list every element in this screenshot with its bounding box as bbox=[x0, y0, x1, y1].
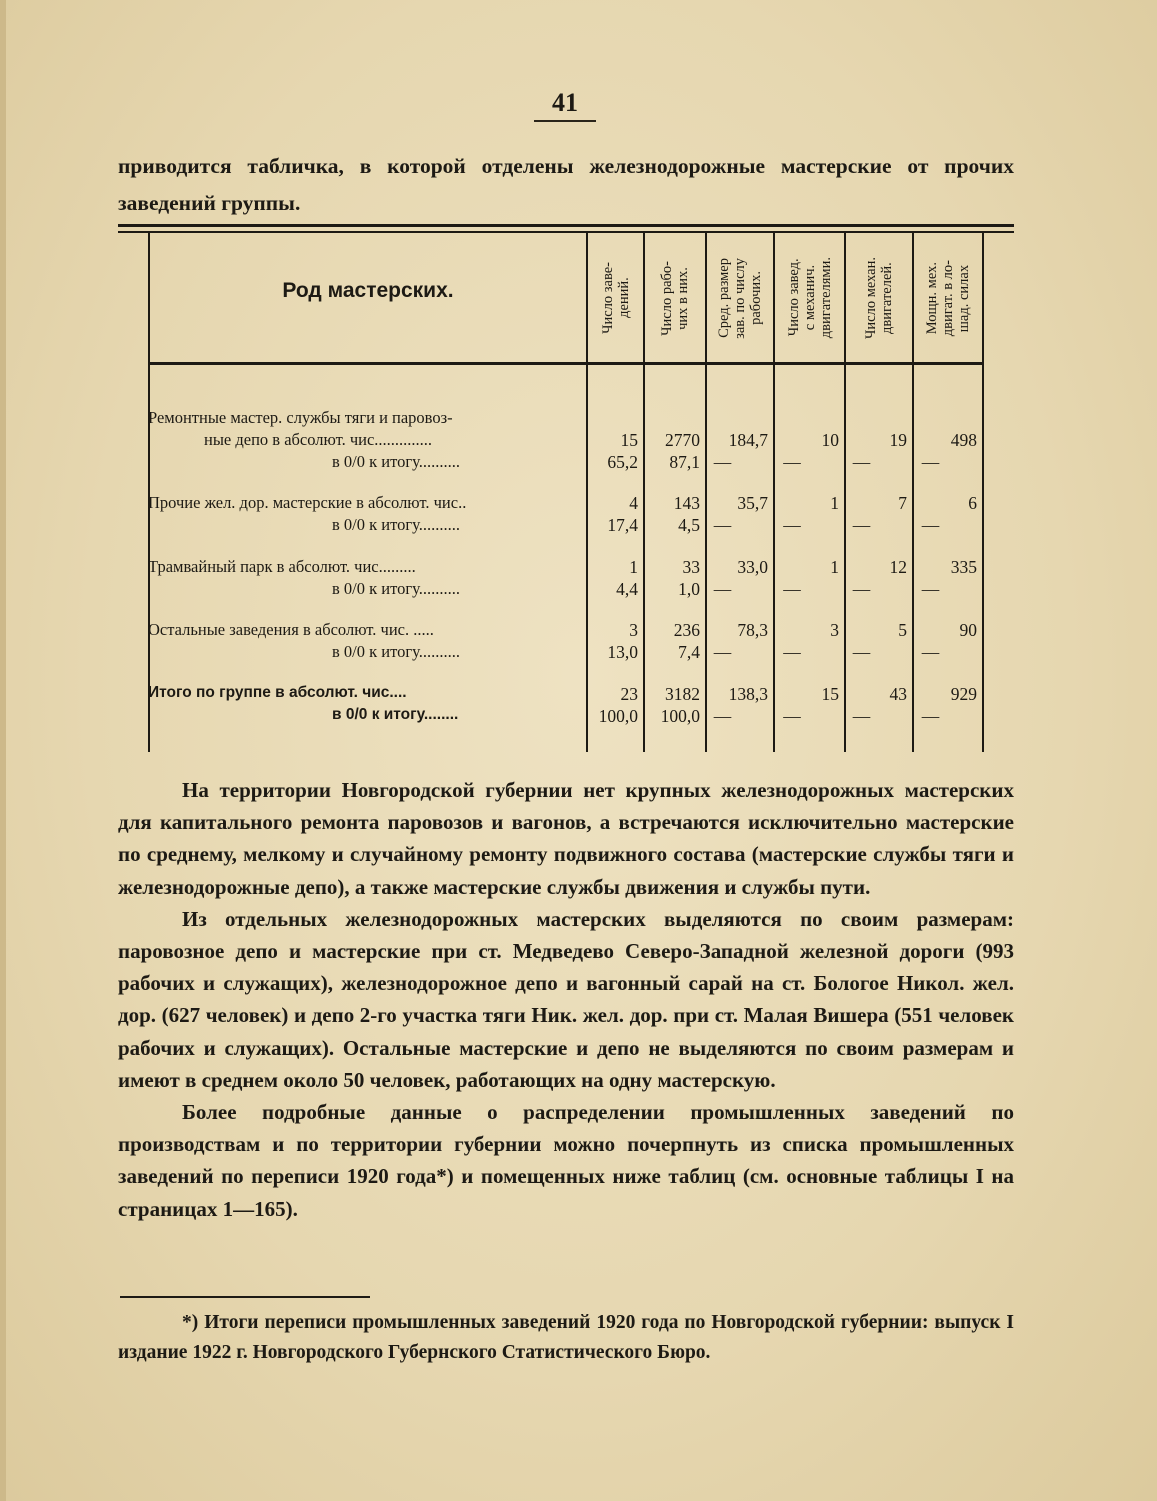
table-cell: 35,7 bbox=[737, 493, 768, 513]
table-cell: 143 bbox=[673, 493, 700, 513]
table-row bbox=[148, 408, 1014, 430]
table-cell: 12 bbox=[889, 557, 907, 577]
table-cell: — bbox=[713, 452, 732, 472]
paragraph: Из отдельных железнодорожных мастерских выделяются по своим размерам: паровозное депо и мастерские при ст. Медведево Северо-Западной железной дороги (993 рабочих и служащих), железнодорожное депо и вагонный сарай на ст. Бологое Никол. жел. дор. (627 человек) и депо 2-го участка тяги Ник. жел. дор. при ст. Малая Вишера (551 человек рабочих и служащих). Остальные мастерские и депо не выделяются по своим размерам и имеют в среднем около 50 человек, работающих на одну мастерскую. bbox=[118, 906, 1014, 1092]
table-cell: — bbox=[921, 452, 940, 472]
table-cell: — bbox=[852, 706, 871, 726]
table-cell: — bbox=[713, 515, 732, 535]
table-cell: — bbox=[921, 515, 940, 535]
table-row bbox=[148, 493, 1014, 515]
table-cell: 33,0 bbox=[737, 557, 768, 577]
table-cell: 13,0 bbox=[607, 642, 638, 662]
table-cell: 7,4 bbox=[678, 642, 700, 662]
table-header-rule bbox=[148, 362, 984, 365]
table-row-percent bbox=[148, 452, 1014, 474]
table-cell: 23 bbox=[620, 684, 638, 704]
table-cell: 33 bbox=[682, 557, 700, 577]
table-row-percent bbox=[148, 515, 1014, 537]
table-cell: — bbox=[852, 515, 871, 535]
table-cell: — bbox=[921, 706, 940, 726]
table-cell: 10 bbox=[821, 430, 839, 450]
table-cell: — bbox=[783, 515, 801, 535]
row-label: в 0/0 к итогу.......... bbox=[332, 642, 460, 661]
table-cell: — bbox=[713, 579, 732, 599]
table-cell: 15 bbox=[821, 684, 839, 704]
table-row-percent bbox=[148, 642, 1014, 664]
row-label: ные депо в абсолют. чис.............. bbox=[204, 430, 433, 449]
table-cell: 78,3 bbox=[737, 620, 768, 640]
table-cell: 3182 bbox=[665, 684, 700, 704]
footnote-rule bbox=[120, 1296, 370, 1298]
paragraph: На территории Новгородской губернии нет крупных железнодорожных мастерских для капитального ремонта паровозов и вагонов, а встречаются исключительно мастерские по среднему, мелкому и случайному ремонту подвижного состава (мастерские службы тяги и железнодорожные депо), а также мастерские службы движения и службы пути. bbox=[118, 778, 1014, 899]
table-row bbox=[148, 557, 1014, 579]
table-row-percent bbox=[148, 706, 1014, 728]
table-cell: — bbox=[921, 642, 940, 662]
row-label: в 0/0 к итогу.......... bbox=[332, 452, 460, 471]
table-cell: 3 bbox=[629, 620, 638, 640]
table-cell: 7 bbox=[898, 493, 907, 513]
table-row-percent bbox=[148, 579, 1014, 601]
table-cell: 100,0 bbox=[598, 706, 638, 726]
table-cell: — bbox=[921, 579, 940, 599]
table-cell: 17,4 bbox=[607, 515, 638, 535]
col-header-s-mekhanich: Число завед. с механич. двигателями. bbox=[785, 257, 834, 339]
table-cell: 5 bbox=[898, 620, 907, 640]
table-cell: — bbox=[852, 579, 871, 599]
table-cell: — bbox=[852, 642, 871, 662]
row-label: в 0/0 к итогу.......... bbox=[332, 579, 460, 598]
table-cell: 335 bbox=[950, 557, 977, 577]
table-cell: — bbox=[783, 452, 801, 472]
body-text bbox=[118, 774, 1014, 1225]
table-border-left bbox=[148, 231, 150, 752]
row-label: Прочие жел. дор. мастерские в абсолют. чис.. bbox=[148, 493, 467, 512]
footnote bbox=[118, 1308, 1014, 1368]
footnote-text: *) Итоги переписи промышленных заведений 1920 года по Новгородской губернии: выпуск I издание 1922 г. Новгородского Губернского Статистического Бюро. bbox=[118, 1312, 1014, 1363]
table-cell: 6 bbox=[968, 493, 977, 513]
row-label: Остальные заведения в абсолют. чис. ..... bbox=[148, 620, 434, 639]
table-cell: — bbox=[713, 642, 732, 662]
table-row bbox=[148, 430, 1014, 452]
col-header-mekhan-dvigateley: Число механ. двигателей. bbox=[863, 256, 895, 340]
table-cell: 4,4 bbox=[616, 579, 638, 599]
row-label: в 0/0 к итогу........ bbox=[332, 706, 459, 723]
row-label: Ремонтные мастер. службы тяги и паровоз- bbox=[148, 408, 453, 427]
table-cell: 19 bbox=[889, 430, 907, 450]
table-cell: 498 bbox=[950, 430, 977, 450]
statistics-table bbox=[118, 224, 1014, 752]
table-cell: — bbox=[783, 579, 801, 599]
col-header-zavedeniy: Число заве- дений. bbox=[599, 262, 632, 334]
table-cell: — bbox=[713, 706, 732, 726]
table-cell: 15 bbox=[620, 430, 638, 450]
table-row bbox=[148, 684, 1014, 706]
row-label: в 0/0 к итогу.......... bbox=[332, 515, 460, 534]
paragraph: Более подробные данные о распределении промышленных заведений по производствам и по территории губернии можно почерпнуть из списка промышленных заведений по переписи 1920 года*) и помещенных ниже таблиц (см. основные таблицы I на страницах 1—165). bbox=[118, 1100, 1014, 1221]
table-cell: 929 bbox=[950, 684, 977, 704]
table-cell: 2770 bbox=[665, 430, 700, 450]
row-label: Трамвайный парк в абсолют. чис......... bbox=[148, 557, 416, 576]
table-row bbox=[148, 620, 1014, 642]
col-header-rabochikh: Число рабо- чих в них. bbox=[659, 260, 691, 336]
table-cell: — bbox=[783, 706, 801, 726]
table-cell: 236 bbox=[673, 620, 700, 640]
table-cell: — bbox=[852, 452, 871, 472]
table-top-rule-thin bbox=[118, 231, 1014, 233]
table-cell: 43 bbox=[889, 684, 907, 704]
table-cell: 1 bbox=[830, 557, 839, 577]
table-cell: — bbox=[783, 642, 801, 662]
table-cell: 100,0 bbox=[660, 706, 700, 726]
table-cell: 4,5 bbox=[678, 515, 700, 535]
header-rod-masterskikh: Род мастерских. bbox=[282, 279, 454, 302]
table-cell: 3 bbox=[830, 620, 839, 640]
col-header-moshchnost: Мощн. мех. двигат. в ло- шад. силах bbox=[924, 259, 972, 337]
table-border-right bbox=[982, 231, 984, 752]
row-label: Итого по группе в абсолют. чис.... bbox=[148, 684, 407, 701]
table-cell: 1 bbox=[629, 557, 638, 577]
table-top-rule bbox=[118, 224, 1014, 227]
intro-paragraph: приводится табличка, в которой отделены железнодорожные мастерские от прочих заведений группы. bbox=[118, 154, 1014, 215]
table-cell: 87,1 bbox=[669, 452, 700, 472]
page-number: 41 bbox=[534, 88, 596, 122]
col-header-sred-razmer: Сред. размер зав. по числу рабочих. bbox=[716, 257, 764, 339]
table-cell: 184,7 bbox=[728, 430, 768, 450]
table-cell: 1 bbox=[830, 493, 839, 513]
table-cell: 1,0 bbox=[678, 579, 700, 599]
page-edge bbox=[0, 0, 6, 1501]
table-cell: 138,3 bbox=[728, 684, 768, 704]
table-cell: 4 bbox=[629, 493, 638, 513]
table-cell: 65,2 bbox=[607, 452, 638, 472]
table-cell: 90 bbox=[959, 620, 977, 640]
